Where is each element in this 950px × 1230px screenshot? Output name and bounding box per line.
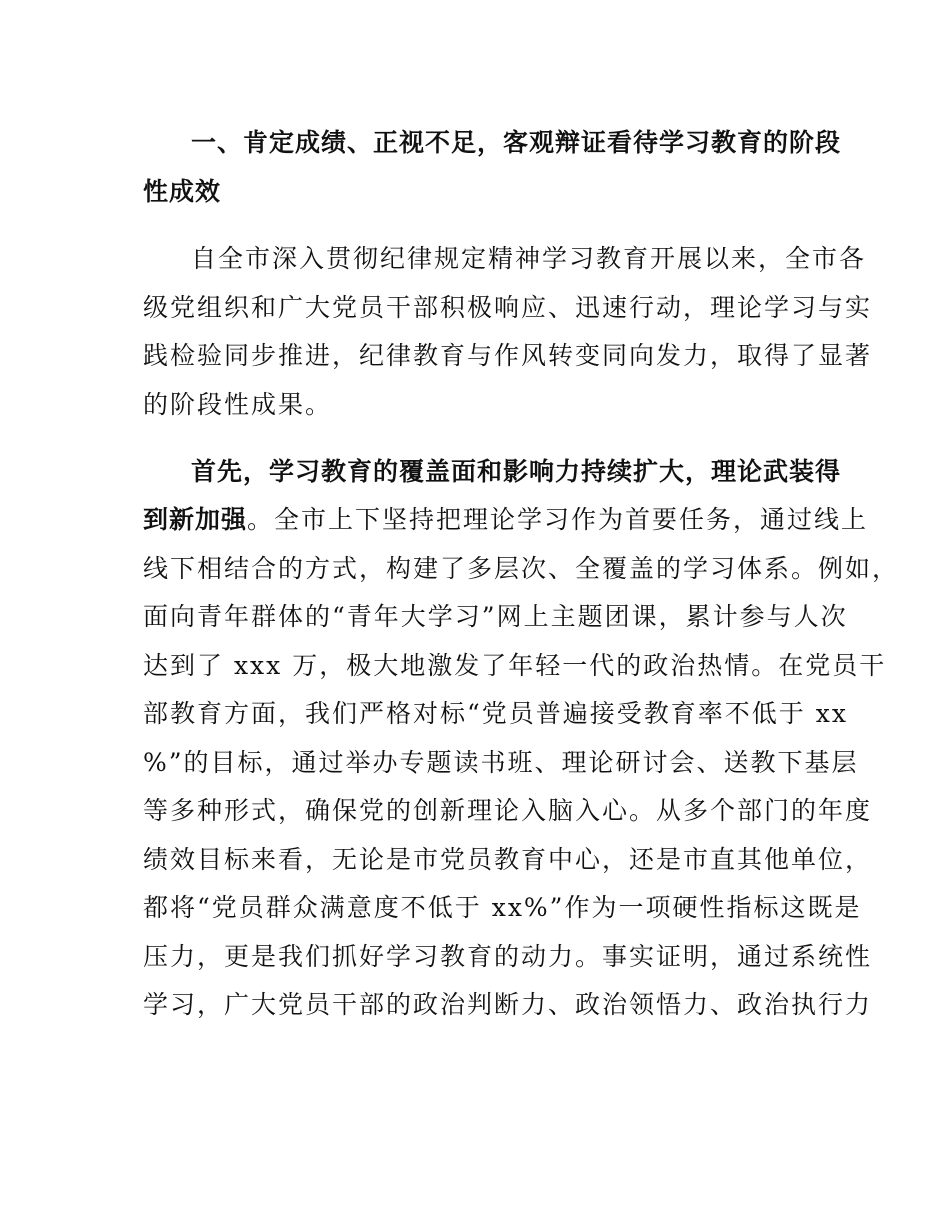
paragraph-2-line-11: 压力，更是我们抓好学习教育的动力。事实证明，通过系统性 [143,942,873,971]
paragraph-2-line-10: 都将“党员群众满意度不低于 xx%”作为一项硬性指标这既是 [143,893,862,922]
paragraph-1-line-4: 的阶段性成果。 [143,390,333,419]
paragraph-1-line-3: 践检验同步推进，纪律教育与作风转变同向发力，取得了显著 [143,341,873,370]
paragraph-2-bold-lead-end: 到新加强 [143,505,248,534]
paragraph-2-line-5: 达到了 xxx 万，极大地激发了年轻一代的政治热情。在党员干 [143,651,887,680]
section-heading-line-2: 性成效 [143,177,222,206]
paragraph-2-line-12: 学习，广大党员干部的政治判断力、政治领悟力、政治执行力 [143,990,873,1019]
section-heading-line-1: 一、肯定成绩、正视不足，客观辩证看待学习教育的阶段 [191,128,842,157]
paragraph-2-line-8: 等多种形式，确保党的创新理论入脑入心。从多个部门的年度 [143,796,873,825]
paragraph-1-line-2: 级党组织和广大党员干部积极响应、迅速行动，理论学习与实 [143,293,873,322]
paragraph-2-line-2 [143,497,869,543]
paragraph-2-line-4: 面向青年群体的“青年大学习”网上主题团课，累计参与人次 [143,602,848,631]
paragraph-2-line-9: 绩效目标来看，无论是市党员教育中心，还是市直其他单位， [143,845,873,874]
paragraph-2-line-7: %”的目标，通过举办专题读书班、理论研讨会、送教下基层 [143,748,859,777]
paragraph-2-bold-lead-line-1: 首先，学习教育的覆盖面和影响力持续扩大，理论武装得 [191,457,842,486]
paragraph-2-line-6: 部教育方面，我们严格对标“党员普遍接受教育率不低于 xx [143,699,848,728]
paragraph-1-line-1: 自全市深入贯彻纪律规定精神学习教育开展以来，全市各 [191,244,867,273]
paragraph-2-line-2-rest: 。全市上下坚持把理论学习作为首要任务，通过线上 [247,505,869,534]
paragraph-2-line-3: 线下相结合的方式，构建了多层次、全覆盖的学习体系。例如， [143,554,900,583]
